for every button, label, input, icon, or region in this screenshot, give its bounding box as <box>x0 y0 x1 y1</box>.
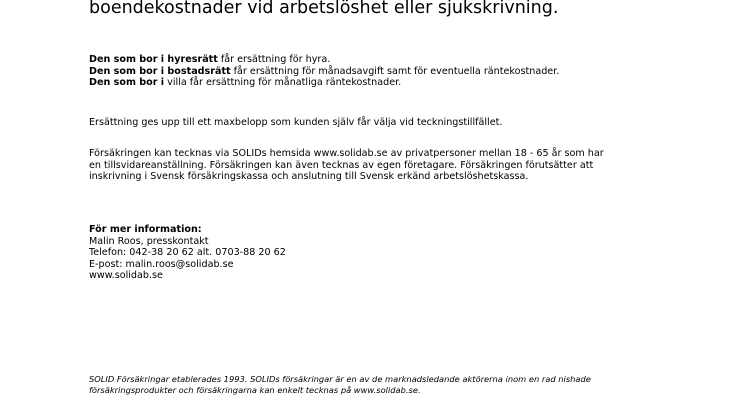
signup-line: Försäkringen kan tecknas via SOLIDs hemsida www.solidab.se av privatpersoner mellan 18 - 65 år som har <box>89 148 604 159</box>
max-amount-line: Ersättning ges upp till ett maxbelopp som kunden själv får välja vid teckningstillfället. <box>89 117 503 128</box>
contact-title-text: För mer information: <box>89 224 202 235</box>
contact-block <box>89 224 649 282</box>
contact-web: www.solidab.se <box>89 270 163 282</box>
contact-name: Malin Roos, presskontakt <box>89 235 209 247</box>
signup-line: inskrivning i Svensk försäkringskassa och anslutning till Svensk erkänd arbetslöshetskassa. <box>89 171 529 183</box>
housing-line-condo <box>89 66 649 78</box>
contact-phone: Telefon: 042-38 20 62 alt. 0703-88 20 62 <box>89 247 286 259</box>
signup-paragraph <box>89 148 649 183</box>
housing-line-rest: villa får ersättning för månatliga räntekostnader. <box>164 77 402 89</box>
footer-line: försäkringsprodukter och försäkringarna kan enkelt tecknas på www.solidab.se. <box>89 384 421 395</box>
contact-email: E-post: malin.roos@solidab.se <box>89 258 234 270</box>
housing-line-bold: Den som bor i hyresrätt <box>89 54 218 65</box>
housing-line-bold: Den som bor i <box>89 77 165 89</box>
housing-line-rental <box>89 54 649 66</box>
signup-line: en tillsvidareanställning. Försäkringen kan även tecknas av egen företagare. Försäkringen förutsätter att <box>89 159 594 171</box>
housing-line-rest: får ersättning för hyra. <box>217 54 331 65</box>
footer-line: SOLID Försäkringar etablerades 1993. SOLIDs försäkringar är en av de marknadsledande aktörerna inom en rad nishade <box>89 374 591 384</box>
footer-note <box>89 374 669 395</box>
max-amount-paragraph <box>89 117 649 129</box>
housing-line-bold: Den som bor i bostadsrätt <box>89 65 231 77</box>
housing-line-villa <box>89 77 649 89</box>
housing-paragraph <box>89 54 649 89</box>
contact-title <box>89 224 649 236</box>
housing-line-rest: får ersättning för månadsavgift samt för eventuella räntekostnader. <box>230 65 560 77</box>
heading-text: boendekostnader vid arbetslöshet eller sjukskrivning. <box>89 0 559 18</box>
